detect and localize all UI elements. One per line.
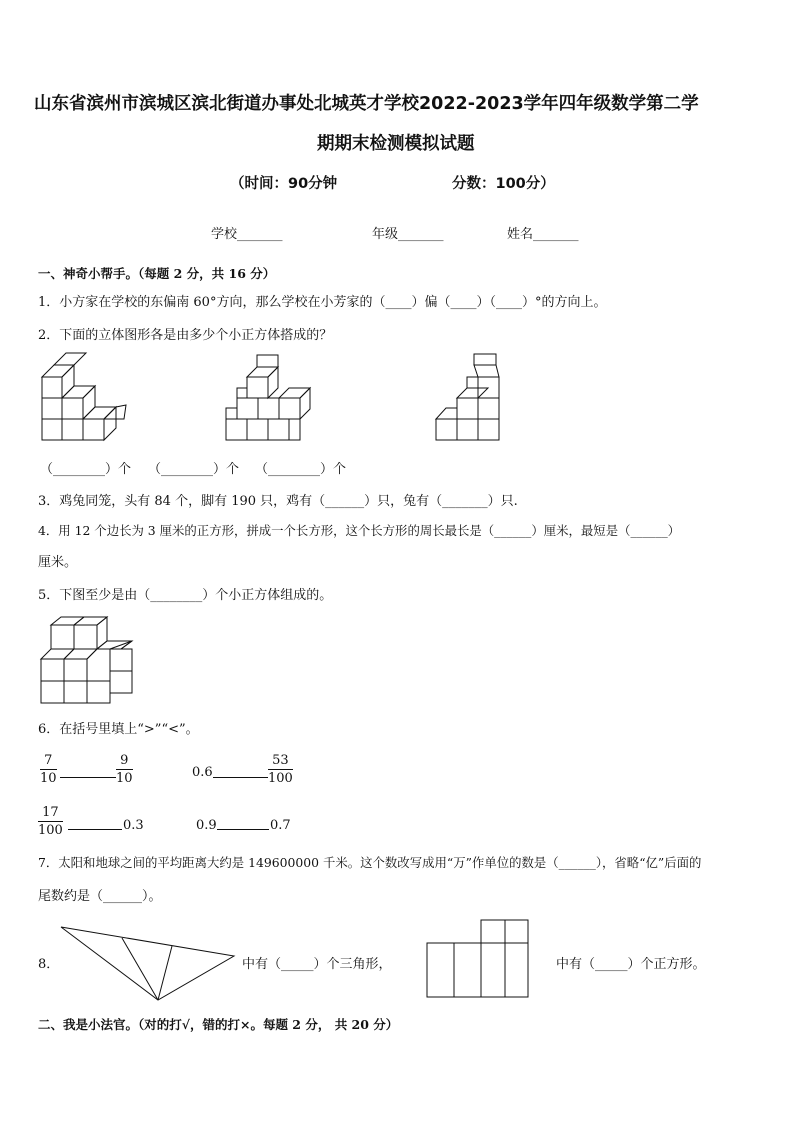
numerator: 9 — [116, 753, 133, 770]
fraction-53-100 — [268, 753, 293, 787]
q2-answer-1[interactable]: （________）个 — [40, 462, 132, 477]
decimal-0-3: 0.3 — [123, 818, 144, 833]
section2-heading: 二、我是小法官。（对的打√，错的打×。每题 2 分， 共 20 分） — [38, 1017, 399, 1032]
denominator: 100 — [268, 771, 293, 786]
q2-answer-2[interactable]: （________）个 — [148, 462, 240, 477]
grade-field — [372, 223, 444, 242]
denominator: 10 — [40, 771, 57, 786]
name-blank[interactable]: _______ — [533, 227, 579, 242]
decimal-0-9: 0.9 — [196, 818, 217, 833]
compare-blank-1[interactable] — [60, 777, 116, 778]
question-2: 2．下面的立体图形各是由多少个小正方体搭成的？ — [38, 328, 333, 343]
decimal-0-6: 0.6 — [192, 765, 213, 780]
cube-figure-q5 — [40, 615, 140, 707]
school-field — [211, 223, 283, 242]
compare-blank-3[interactable] — [68, 829, 122, 830]
question-3: 3．鸡兔同笼，头有 84 个，脚有 190 只，鸡有（______）只，兔有（_______）只. — [38, 494, 518, 509]
denominator: 10 — [116, 771, 133, 786]
name-label: 姓名 — [507, 227, 534, 242]
cube-figure-2 — [224, 356, 324, 446]
page-title-line2: 期期末检测模拟试题 — [317, 134, 475, 154]
question-7-line1: 7．太阳和地球之间的平均距离大约是 149600000 千米。这个数改写成用“万”作单位的数是（______），省略“亿”后面的 — [38, 855, 702, 870]
decimal-0-7: 0.7 — [270, 818, 291, 833]
school-blank[interactable]: _______ — [237, 227, 283, 242]
fraction-9-10 — [116, 753, 133, 787]
question-4-line2: 厘米。 — [38, 555, 78, 570]
cube-figure-1 — [38, 356, 138, 446]
denominator: 100 — [38, 823, 63, 838]
numerator: 7 — [40, 753, 57, 770]
compare-blank-4[interactable] — [217, 829, 269, 830]
name-field — [507, 223, 579, 242]
numerator: 53 — [268, 753, 293, 770]
question-8-squares: 中有（_____）个正方形。 — [556, 957, 706, 972]
section1-heading: 一、神奇小帮手。（每题 2 分，共 16 分） — [38, 266, 276, 281]
school-label: 学校 — [211, 227, 238, 242]
question-1: 1．小方家在学校的东偏南 60°方向，那么学校在小芳家的（____）偏（____）（____）°的方向上。 — [38, 295, 607, 310]
fraction-17-100 — [38, 805, 63, 839]
cube-figure-3 — [434, 356, 514, 446]
question-8-triangles: 中有（_____）个三角形， — [242, 957, 392, 972]
exam-score: 分数：100分） — [452, 176, 555, 192]
question-7-line2: 尾数约是（______）。 — [38, 889, 162, 904]
page-title-line1: 山东省滨州市滨城区滨北街道办事处北城英才学校2022-2023学年四年级数学第二学 — [34, 94, 699, 114]
q2-answer-3[interactable]: （________）个 — [255, 462, 347, 477]
square-figure — [426, 919, 530, 999]
grade-label: 年级 — [372, 227, 399, 242]
question-5: 5．下图至少是由（________）个小正方体组成的。 — [38, 588, 333, 603]
question-6: 6．在括号里填上“>”“<”。 — [38, 722, 199, 737]
numerator: 17 — [38, 805, 63, 822]
exam-time: （时间：90分钟 — [230, 176, 338, 192]
grade-blank[interactable]: _______ — [398, 227, 444, 242]
question-4-line1: 4．用 12 个边长为 3 厘米的正方形，拼成一个长方形，这个长方形的周长最长是（______）厘米，最短是（______） — [38, 523, 681, 538]
triangle-figure — [60, 926, 236, 1002]
fraction-7-10 — [40, 753, 57, 787]
question-8-label: 8． — [38, 957, 60, 972]
compare-blank-2[interactable] — [213, 777, 268, 778]
